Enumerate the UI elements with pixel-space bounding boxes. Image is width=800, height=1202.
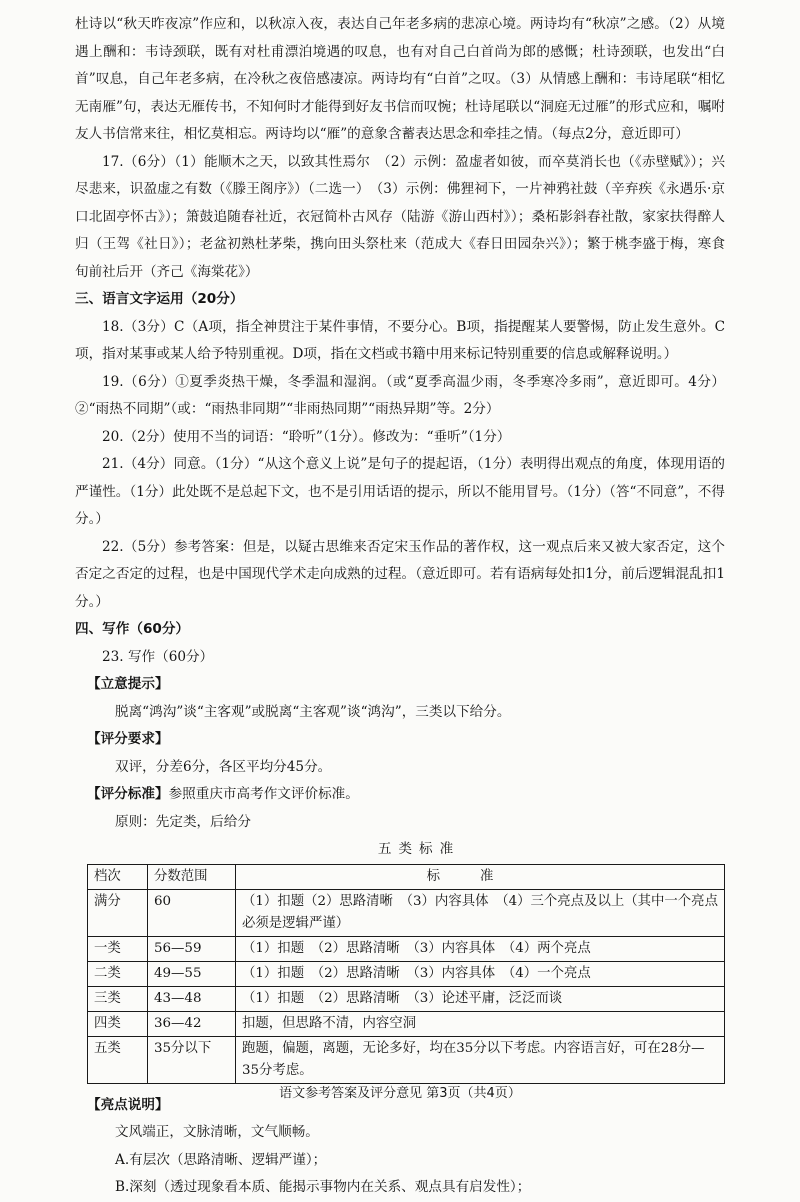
table-header-row xyxy=(88,864,725,889)
standard-cell: （1）扣题（2）思路清晰 （3）内容具体 （4）三个亮点及以上（其中一个亮点必须是逻辑严谨） xyxy=(236,889,725,936)
table-row xyxy=(88,1011,725,1036)
table-caption: 五类标准 xyxy=(377,841,461,857)
table-row xyxy=(88,889,725,936)
lizhi-text: 脱离“鸿沟”谈“主客观”或脱离“主客观”谈“鸿沟”，三类以下给分。 xyxy=(115,703,511,720)
score-cell: 35分以下 xyxy=(148,1036,236,1083)
header-grade: 档次 xyxy=(88,864,148,889)
table-row xyxy=(88,1036,725,1083)
table-row xyxy=(88,986,725,1011)
header-score-range: 分数范围 xyxy=(148,864,236,889)
grade-cell: 三类 xyxy=(88,986,148,1011)
document-body xyxy=(75,11,725,1202)
standard-cell: （1）扣题 （2）思路清晰 （3）内容具体 （4）两个亮点 xyxy=(236,936,725,961)
standard-cell: （1）扣题 （2）思路清晰 （3）内容具体 （4）一个亮点 xyxy=(236,961,725,986)
answer-23: 23. 写作（60分） xyxy=(102,648,214,665)
table-row xyxy=(88,961,725,986)
score-cell: 43—48 xyxy=(148,986,236,1011)
liangdian-label: 【亮点说明】 xyxy=(87,1096,169,1113)
standard-cell: （1）扣题 （2）思路清晰 （3）论述平庸，泛泛而谈 xyxy=(236,986,725,1011)
answer-20: 20.（2分）使用不当的词语：“聆听”（1分）。修改为：“垂听”（1分） xyxy=(102,428,511,445)
header-standard: 标准 xyxy=(236,864,725,889)
grade-cell: 四类 xyxy=(88,1011,148,1036)
grade-cell: 一类 xyxy=(88,936,148,961)
answer-19: 19.（6分）①夏季炎热干燥，冬季温和湿润。（或“夏季高温少雨，冬季寒冷多雨”，意近即可。4分）②“雨热不同期”（或：“雨热非同期”“非雨热同期”“雨热异期”等。2分） xyxy=(75,373,725,417)
biaozhun-text: 参照重庆市高考作文评价标准。 xyxy=(168,786,359,802)
score-cell: 36—42 xyxy=(148,1011,236,1036)
answer-21: 21.（4分）同意。（1分）“从这个意义上说”是句子的提起语，（1分）表明得出观点的角度，体现用语的严谨性。（1分）此处既不是总起下文，也不是引用话语的提示，所以不能用冒号。（1分）（答“不同意”，不得分。） xyxy=(75,456,725,527)
liangdian-line: B.深刻（透过现象看本质、能揭示事物内在关系、观点具有启发性）； xyxy=(115,1179,531,1195)
score-cell: 56—59 xyxy=(148,936,236,961)
standard-cell: 扣题，但思路不清，内容空洞 xyxy=(236,1011,725,1036)
answer-16-continuation: 杜诗以“秋天昨夜凉”作应和，以秋凉入夜，表达自己年老多病的悲凉心境。两诗均有“秋凉”之感。（2）从境遇上酬和：韦诗颈联，既有对杜甫漂泊境遇的叹息，也有对自己白首尚为郎的感慨；杜诗颈联，也发出“白首”叹息，自己年老多病，在冷秋之夜倍感凄凉。两诗均有“白首”之叹。（3）从情感上酬和：韦诗尾联“相忆无南雁”句，表达无雁传书，不知何时才能得到好友书信而叹惋；杜诗尾联以“洞庭无过雁”的形式应和，嘱咐友人书信常来往，相忆莫相忘。两诗均以“雁”的意象含蓄表达思念和牵挂之情。（每点2分，意近即可） xyxy=(75,16,725,142)
pingfen-label: 【评分要求】 xyxy=(87,731,169,747)
liangdian-line: 文风端正，文脉清晰，文气顺畅。 xyxy=(115,1124,319,1140)
standard-cell: 跑题，偏题，离题，无论多好，均在35分以下考虑。内容语言好，可在28分—35分考虑。 xyxy=(236,1036,725,1083)
grade-cell: 二类 xyxy=(88,961,148,986)
table-row xyxy=(88,936,725,961)
answer-18: 18.（3分）C（A项，指全神贯注于某件事情，不要分心。B项，指提醒某人要警惕，防止发生意外。C项，指对某事或某人给予特别重视。D项，指在文档或书籍中用来标记特别重要的信息或解释说明。） xyxy=(75,318,725,362)
score-cell: 49—55 xyxy=(148,961,236,986)
biaozhun-label: 【评分标准】 xyxy=(87,786,169,802)
answer-22: 22.（5分）参考答案：但是，以疑古思维来否定宋玉作品的著作权，这一观点后来又被大家否定，这个否定之否定的过程，也是中国现代学术走向成熟的过程。（意近即可。若有语病每处扣1分，前后逻辑混乱扣1分。） xyxy=(75,538,725,610)
answer-17: 17.（6分）（1）能顺木之天，以致其性焉尔 （2）示例：盈虚者如彼，而卒莫消长也（《赤壁赋》）；兴尽悲来，识盈虚之有数（《滕王阁序》）（二选一） （3）示例：佛狸祠下，一片神鸦社鼓（辛弃疾《永遇乐·京口北固亭怀古》）；箫鼓追随春社近，衣冠简朴古风存（陆游《游山西村》）；桑柘影斜春社散，家家扶得醉人归（王驾《社日》）；老盆初熟杜茅柴，携向田头祭杜来（范成大《春日田园杂兴》）；繁于桃李盛于梅，寒食旬前社后开（齐己《海棠花》） xyxy=(75,153,725,280)
biaozhun-line xyxy=(75,781,725,809)
score-cell: 60 xyxy=(148,889,236,936)
yuanze-text: 原则：先定类，后给分 xyxy=(115,813,251,830)
grade-cell: 五类 xyxy=(88,1036,148,1083)
section-3-title: 三、语言文字运用（20分） xyxy=(75,291,244,307)
liangdian-line: A.有层次（思路清晰、逻辑严谨）； xyxy=(115,1151,327,1168)
section-4-title: 四、写作（60分） xyxy=(75,621,190,637)
lizhi-label: 【立意提示】 xyxy=(87,676,169,692)
grade-cell: 满分 xyxy=(88,889,148,936)
pingfen-text: 双评，分差6分，各区平均分45分。 xyxy=(115,758,332,775)
grading-table xyxy=(87,864,725,1084)
page-footer: 语文参考答案及评分意见 第3页（共4页） xyxy=(279,1086,521,1101)
